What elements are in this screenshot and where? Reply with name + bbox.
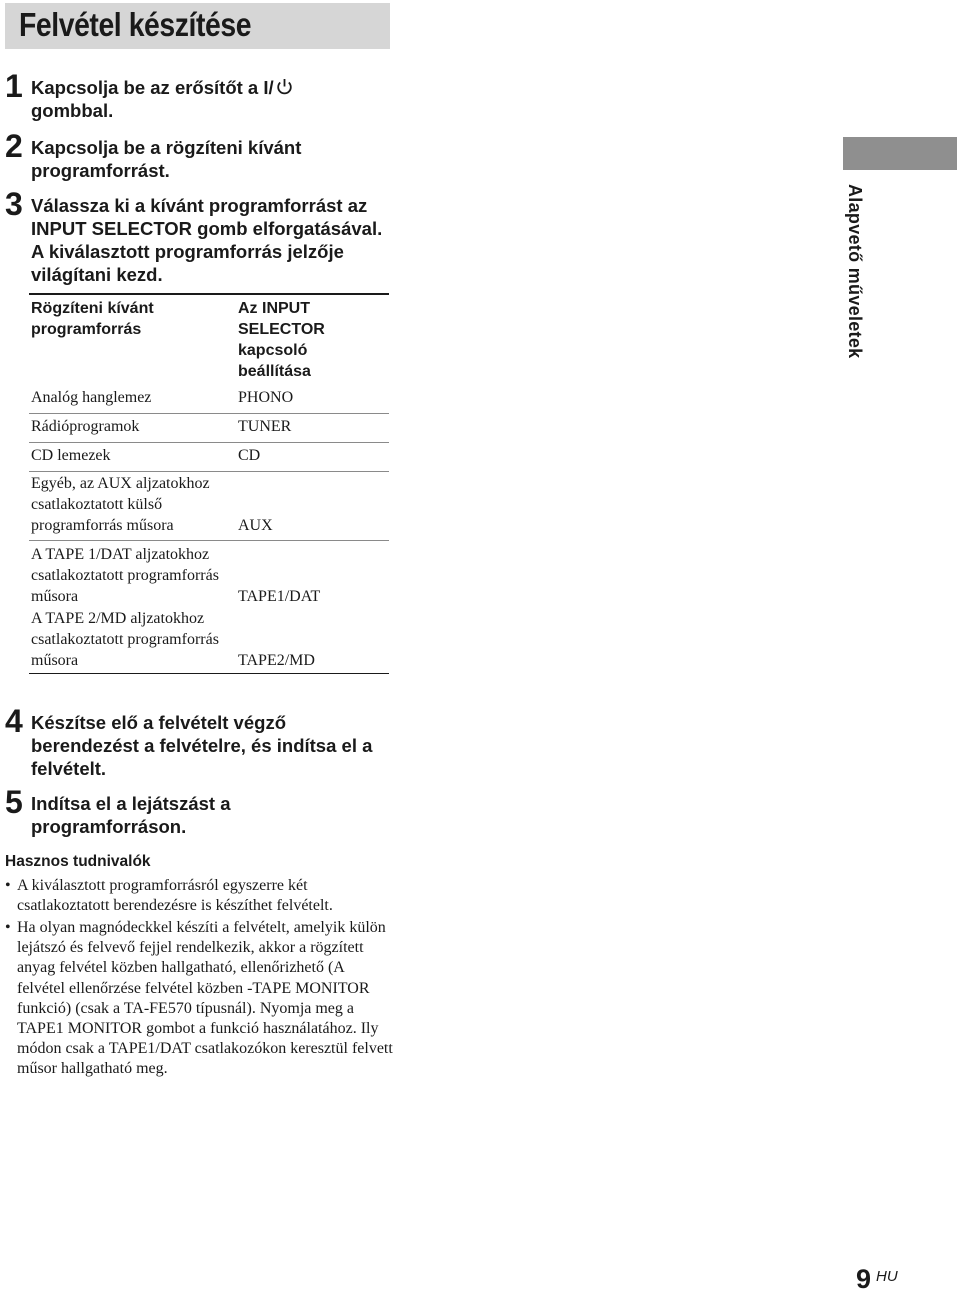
table-top-rule: [29, 293, 389, 295]
table-row-divider: [29, 471, 389, 472]
page-title: Felvétel készítése: [19, 6, 252, 43]
step-5: [5, 784, 395, 838]
table-row-divider: [29, 540, 389, 541]
table-cell-source: A TAPE 2/MD aljzatokhoz csatlakoztatott programforrás műsora: [31, 610, 219, 669]
tip-text: Ha olyan magnódeckkel készíti a felvételt, amelyik külön lejátszó és felvevő fejjel rendelkezik, akkor a rögzített anyag felvétel közben hallgatható, ellenőrizhető (A felvétel ellenőrzése felvétel közben -TAPE MONITOR funkció) (csak a TA-FE570 típusnál). Nyomja meg a TAPE1 MONITOR gombot a funkció használatához. Ily módon csak a TAPE1/DAT csatlakozókon keresztül felvett műsor hallgatható meg.: [17, 919, 393, 1078]
tip-item: [5, 876, 393, 916]
table-cell-source: Rádióprogramok: [31, 418, 140, 435]
table-row-divider: [29, 442, 389, 443]
bullet-icon: •: [5, 919, 11, 936]
title-bar: [5, 3, 390, 49]
table-cell-setting: CD: [238, 447, 261, 464]
table-bottom-rule: [29, 673, 389, 674]
step-2: [5, 128, 395, 182]
step-number: 3: [5, 186, 23, 222]
step-number: 1: [5, 68, 23, 104]
table-header-source: Rögzíteni kívánt programforrás: [31, 300, 154, 338]
step-number: 4: [5, 703, 23, 739]
table-cell-source: CD lemezek: [31, 447, 111, 464]
page-language-code: HU: [876, 1268, 898, 1285]
step-4: [5, 703, 395, 780]
section-tab-label: Alapvető műveletek: [845, 184, 865, 359]
page-number: 9: [856, 1264, 872, 1294]
step-text: Készítse elő a felvételt végző berendezést a felvételre, és indítsa el a felvételt.: [31, 712, 373, 779]
power-standby-icon: [276, 78, 293, 96]
table-cell-setting: AUX: [238, 517, 273, 534]
table-row-divider: [29, 413, 389, 414]
tip-text: A kiválasztott programforrásról egyszerre két csatlakoztatott berendezésre is készíthet felvételt.: [17, 877, 333, 915]
table-cell-source: A TAPE 1/DAT aljzatokhoz csatlakoztatott programforrás műsora: [31, 546, 219, 605]
table-cell-setting: TUNER: [238, 418, 292, 435]
step-text: Válassza ki a kívánt programforrást az INPUT SELECTOR gomb elforgatásával. A kiválasztott programforrás jelzője világítani kezd.: [31, 195, 383, 285]
section-tab: [843, 137, 957, 170]
table-cell-setting: TAPE2/MD: [238, 652, 315, 669]
step-text-part: Kapcsolja be az erősítőt a I/: [31, 77, 274, 98]
step-3: [5, 186, 395, 286]
tips-heading: Hasznos tudnivalók: [5, 853, 151, 870]
table-cell-setting: TAPE1/DAT: [238, 588, 321, 605]
bullet-icon: •: [5, 877, 11, 894]
tip-item: [5, 918, 393, 1080]
step-text: Kapcsolja be a rögzíteni kívánt programforrást.: [31, 137, 302, 181]
table-cell-source: Egyéb, az AUX aljzatokhoz csatlakoztatott külső programforrás műsora: [31, 475, 210, 534]
table-cell-setting: PHONO: [238, 389, 294, 406]
step-1: [5, 68, 395, 122]
step-text-part: gombbal.: [31, 100, 114, 121]
table-header-setting: Az INPUT SELECTOR kapcsoló beállítása: [238, 300, 325, 380]
step-text: Indítsa el a lejátszást a programforráson.: [31, 793, 231, 837]
step-number: 2: [5, 128, 23, 164]
step-number: 5: [5, 784, 23, 820]
step-text: [31, 76, 395, 122]
table-cell-source: Analóg hanglemez: [31, 389, 152, 406]
